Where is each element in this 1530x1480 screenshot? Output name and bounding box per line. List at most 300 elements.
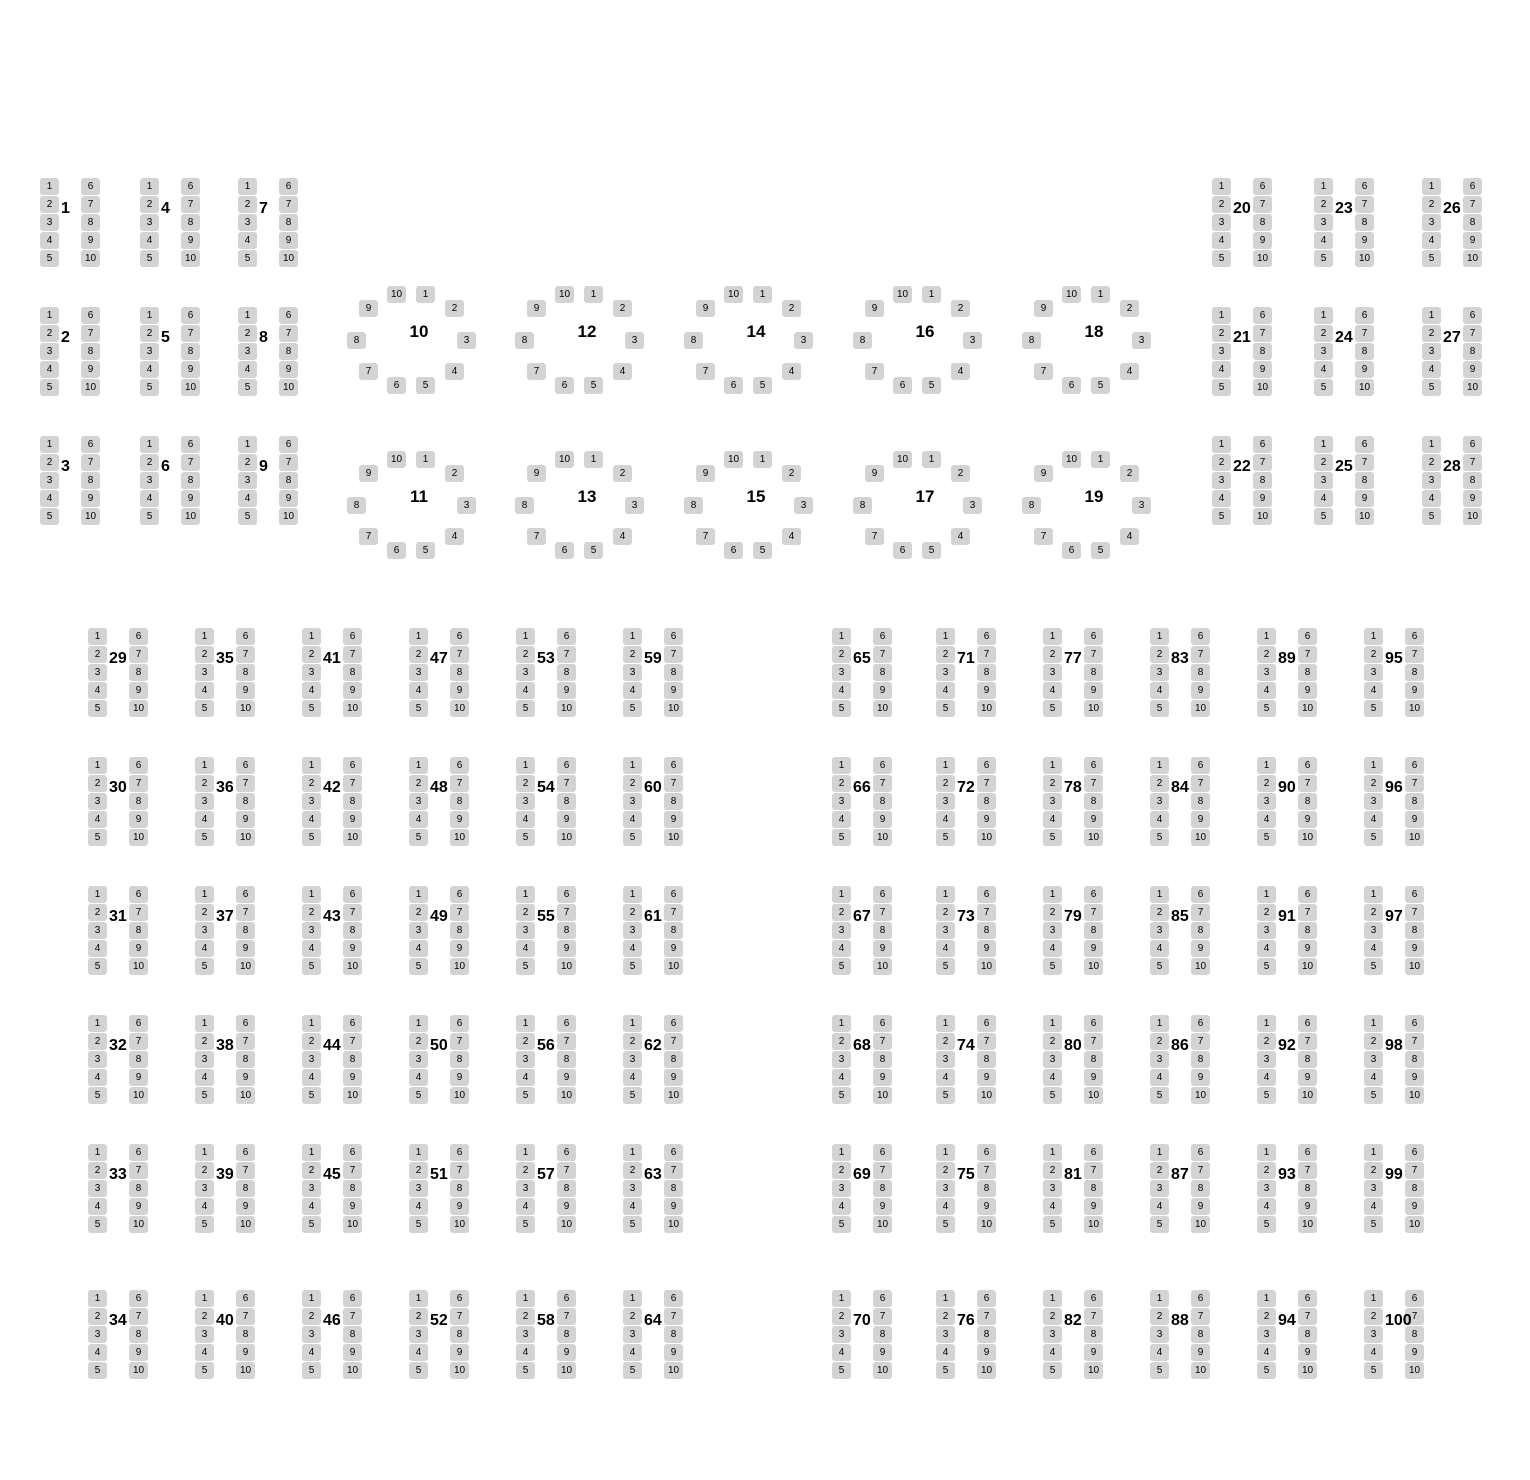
question-group[interactable] xyxy=(1150,886,1210,978)
answer-bubble[interactable]: 4 xyxy=(1212,232,1231,249)
answer-bubble[interactable]: 3 xyxy=(1364,1180,1383,1197)
answer-bubble[interactable]: 3 xyxy=(88,922,107,939)
question-group[interactable] xyxy=(1028,443,1160,556)
answer-bubble[interactable]: 8 xyxy=(664,1051,683,1068)
answer-bubble[interactable]: 7 xyxy=(343,775,362,792)
answer-bubble[interactable]: 2 xyxy=(1150,1162,1169,1179)
answer-bubble[interactable]: 1 xyxy=(922,286,941,303)
answer-bubble[interactable]: 1 xyxy=(302,757,321,774)
answer-bubble[interactable]: 3 xyxy=(1043,664,1062,681)
answer-bubble[interactable]: 5 xyxy=(140,379,159,396)
answer-bubble[interactable]: 6 xyxy=(893,377,912,394)
question-group[interactable] xyxy=(516,1144,576,1236)
answer-bubble[interactable]: 4 xyxy=(1043,682,1062,699)
answer-bubble[interactable]: 3 xyxy=(794,332,813,349)
answer-bubble[interactable]: 6 xyxy=(343,628,362,645)
answer-bubble[interactable]: 10 xyxy=(181,379,200,396)
answer-bubble[interactable]: 9 xyxy=(129,940,148,957)
answer-bubble[interactable]: 4 xyxy=(1257,940,1276,957)
answer-bubble[interactable]: 1 xyxy=(516,628,535,645)
answer-bubble[interactable]: 6 xyxy=(893,542,912,559)
answer-bubble[interactable]: 3 xyxy=(1422,214,1441,231)
answer-bubble[interactable]: 9 xyxy=(664,1344,683,1361)
answer-bubble[interactable]: 6 xyxy=(1253,436,1272,453)
answer-bubble[interactable]: 6 xyxy=(1191,628,1210,645)
answer-bubble[interactable]: 9 xyxy=(279,361,298,378)
answer-bubble[interactable]: 9 xyxy=(1084,811,1103,828)
answer-bubble[interactable]: 2 xyxy=(88,775,107,792)
answer-bubble[interactable]: 7 xyxy=(664,775,683,792)
answer-bubble[interactable]: 2 xyxy=(302,1162,321,1179)
answer-bubble[interactable]: 9 xyxy=(1355,490,1374,507)
answer-bubble[interactable]: 5 xyxy=(1422,508,1441,525)
answer-bubble[interactable]: 4 xyxy=(832,1344,851,1361)
answer-bubble[interactable]: 9 xyxy=(236,811,255,828)
answer-bubble[interactable]: 5 xyxy=(1314,379,1333,396)
question-group[interactable] xyxy=(40,307,100,399)
answer-bubble[interactable]: 3 xyxy=(963,497,982,514)
answer-bubble[interactable]: 3 xyxy=(1422,472,1441,489)
answer-bubble[interactable]: 10 xyxy=(81,379,100,396)
question-group[interactable] xyxy=(1364,886,1424,978)
answer-bubble[interactable]: 8 xyxy=(129,1180,148,1197)
answer-bubble[interactable]: 1 xyxy=(302,1144,321,1161)
question-group[interactable] xyxy=(40,178,100,270)
answer-bubble[interactable]: 8 xyxy=(557,793,576,810)
answer-bubble[interactable]: 4 xyxy=(516,1344,535,1361)
answer-bubble[interactable]: 4 xyxy=(1043,1344,1062,1361)
answer-bubble[interactable]: 8 xyxy=(1463,343,1482,360)
answer-bubble[interactable]: 6 xyxy=(129,1015,148,1032)
answer-bubble[interactable]: 5 xyxy=(409,700,428,717)
answer-bubble[interactable]: 10 xyxy=(1463,250,1482,267)
question-group[interactable] xyxy=(1364,1144,1424,1236)
answer-bubble[interactable]: 10 xyxy=(724,451,743,468)
answer-bubble[interactable]: 6 xyxy=(1084,1015,1103,1032)
answer-bubble[interactable]: 5 xyxy=(516,1362,535,1379)
answer-bubble[interactable]: 6 xyxy=(181,178,200,195)
answer-bubble[interactable]: 10 xyxy=(664,700,683,717)
answer-bubble[interactable]: 2 xyxy=(302,775,321,792)
answer-bubble[interactable]: 8 xyxy=(557,1180,576,1197)
question-group[interactable] xyxy=(1257,1015,1317,1107)
answer-bubble[interactable]: 10 xyxy=(450,829,469,846)
answer-bubble[interactable]: 3 xyxy=(1043,1180,1062,1197)
answer-bubble[interactable]: 8 xyxy=(664,1326,683,1343)
answer-bubble[interactable]: 6 xyxy=(129,886,148,903)
answer-bubble[interactable]: 6 xyxy=(1191,1015,1210,1032)
answer-bubble[interactable]: 6 xyxy=(1298,757,1317,774)
answer-bubble[interactable]: 7 xyxy=(977,646,996,663)
answer-bubble[interactable]: 1 xyxy=(753,286,772,303)
answer-bubble[interactable]: 1 xyxy=(623,1290,642,1307)
answer-bubble[interactable]: 10 xyxy=(1062,451,1081,468)
answer-bubble[interactable]: 2 xyxy=(951,465,970,482)
answer-bubble[interactable]: 10 xyxy=(181,250,200,267)
answer-bubble[interactable]: 1 xyxy=(1257,1144,1276,1161)
answer-bubble[interactable]: 1 xyxy=(302,628,321,645)
answer-bubble[interactable]: 6 xyxy=(129,1290,148,1307)
answer-bubble[interactable]: 8 xyxy=(347,332,366,349)
answer-bubble[interactable]: 2 xyxy=(1043,1162,1062,1179)
answer-bubble[interactable]: 5 xyxy=(922,542,941,559)
answer-bubble[interactable]: 10 xyxy=(977,958,996,975)
answer-bubble[interactable]: 8 xyxy=(977,1180,996,1197)
answer-bubble[interactable]: 2 xyxy=(88,646,107,663)
answer-bubble[interactable]: 9 xyxy=(1463,232,1482,249)
answer-bubble[interactable]: 1 xyxy=(623,1015,642,1032)
answer-bubble[interactable]: 2 xyxy=(832,775,851,792)
answer-bubble[interactable]: 3 xyxy=(1043,793,1062,810)
answer-bubble[interactable]: 3 xyxy=(1364,922,1383,939)
answer-bubble[interactable]: 4 xyxy=(1120,528,1139,545)
answer-bubble[interactable]: 5 xyxy=(302,1362,321,1379)
answer-bubble[interactable]: 6 xyxy=(450,1015,469,1032)
answer-bubble[interactable]: 1 xyxy=(195,757,214,774)
answer-bubble[interactable]: 6 xyxy=(236,1290,255,1307)
answer-bubble[interactable]: 8 xyxy=(977,1051,996,1068)
answer-bubble[interactable]: 4 xyxy=(1422,361,1441,378)
answer-bubble[interactable]: 4 xyxy=(936,1198,955,1215)
answer-bubble[interactable]: 4 xyxy=(516,811,535,828)
answer-bubble[interactable]: 7 xyxy=(1355,196,1374,213)
question-group[interactable] xyxy=(302,1144,362,1236)
question-group[interactable] xyxy=(140,307,200,399)
question-group[interactable] xyxy=(859,443,991,556)
answer-bubble[interactable]: 2 xyxy=(40,325,59,342)
answer-bubble[interactable]: 8 xyxy=(450,1326,469,1343)
question-group[interactable] xyxy=(302,886,362,978)
question-group[interactable] xyxy=(623,886,683,978)
question-group[interactable] xyxy=(302,757,362,849)
answer-bubble[interactable]: 7 xyxy=(129,1308,148,1325)
answer-bubble[interactable]: 4 xyxy=(623,1069,642,1086)
answer-bubble[interactable]: 3 xyxy=(832,793,851,810)
answer-bubble[interactable]: 9 xyxy=(1084,1198,1103,1215)
answer-bubble[interactable]: 5 xyxy=(1364,700,1383,717)
answer-bubble[interactable]: 3 xyxy=(195,664,214,681)
answer-bubble[interactable]: 8 xyxy=(873,1051,892,1068)
answer-bubble[interactable]: 5 xyxy=(409,1362,428,1379)
answer-bubble[interactable]: 8 xyxy=(450,922,469,939)
answer-bubble[interactable]: 10 xyxy=(1191,1087,1210,1104)
answer-bubble[interactable]: 6 xyxy=(873,886,892,903)
answer-bubble[interactable]: 2 xyxy=(936,775,955,792)
answer-bubble[interactable]: 1 xyxy=(40,436,59,453)
answer-bubble[interactable]: 7 xyxy=(129,1033,148,1050)
answer-bubble[interactable]: 10 xyxy=(1191,1216,1210,1233)
answer-bubble[interactable]: 1 xyxy=(140,307,159,324)
answer-bubble[interactable]: 4 xyxy=(1150,1198,1169,1215)
answer-bubble[interactable]: 4 xyxy=(302,1069,321,1086)
answer-bubble[interactable]: 5 xyxy=(1043,700,1062,717)
answer-bubble[interactable]: 6 xyxy=(977,1290,996,1307)
answer-bubble[interactable]: 2 xyxy=(832,646,851,663)
answer-bubble[interactable]: 8 xyxy=(343,922,362,939)
answer-bubble[interactable]: 1 xyxy=(409,1290,428,1307)
answer-bubble[interactable]: 7 xyxy=(81,196,100,213)
answer-bubble[interactable]: 5 xyxy=(1364,958,1383,975)
answer-bubble[interactable]: 2 xyxy=(516,904,535,921)
answer-bubble[interactable]: 6 xyxy=(1355,178,1374,195)
answer-bubble[interactable]: 3 xyxy=(1150,793,1169,810)
answer-bubble[interactable]: 2 xyxy=(238,454,257,471)
answer-bubble[interactable]: 3 xyxy=(1257,922,1276,939)
question-group[interactable] xyxy=(832,1290,892,1382)
answer-bubble[interactable]: 2 xyxy=(409,775,428,792)
answer-bubble[interactable]: 2 xyxy=(88,1162,107,1179)
answer-bubble[interactable]: 1 xyxy=(409,886,428,903)
question-group[interactable] xyxy=(238,436,298,528)
answer-bubble[interactable]: 2 xyxy=(1257,904,1276,921)
answer-bubble[interactable]: 6 xyxy=(279,307,298,324)
answer-bubble[interactable]: 7 xyxy=(1084,1308,1103,1325)
answer-bubble[interactable]: 2 xyxy=(88,904,107,921)
answer-bubble[interactable]: 7 xyxy=(343,904,362,921)
answer-bubble[interactable]: 10 xyxy=(387,286,406,303)
question-group[interactable] xyxy=(936,1144,996,1236)
answer-bubble[interactable]: 8 xyxy=(1405,664,1424,681)
answer-bubble[interactable]: 4 xyxy=(409,811,428,828)
answer-bubble[interactable]: 10 xyxy=(236,1087,255,1104)
answer-bubble[interactable]: 1 xyxy=(302,1015,321,1032)
question-group[interactable] xyxy=(353,278,485,391)
answer-bubble[interactable]: 8 xyxy=(557,664,576,681)
answer-bubble[interactable]: 2 xyxy=(936,904,955,921)
answer-bubble[interactable]: 6 xyxy=(81,307,100,324)
answer-bubble[interactable]: 5 xyxy=(1364,1087,1383,1104)
answer-bubble[interactable]: 9 xyxy=(557,1069,576,1086)
answer-bubble[interactable]: 5 xyxy=(1422,250,1441,267)
question-group[interactable] xyxy=(195,1144,255,1236)
answer-bubble[interactable]: 3 xyxy=(794,497,813,514)
answer-bubble[interactable]: 7 xyxy=(81,454,100,471)
answer-bubble[interactable]: 1 xyxy=(516,1290,535,1307)
answer-bubble[interactable]: 4 xyxy=(1257,1069,1276,1086)
question-group[interactable] xyxy=(1043,1290,1103,1382)
answer-bubble[interactable]: 4 xyxy=(1314,490,1333,507)
answer-bubble[interactable]: 8 xyxy=(236,664,255,681)
answer-bubble[interactable]: 6 xyxy=(555,542,574,559)
answer-bubble[interactable]: 9 xyxy=(1298,682,1317,699)
answer-bubble[interactable]: 9 xyxy=(557,682,576,699)
question-group[interactable] xyxy=(302,1290,362,1382)
answer-bubble[interactable]: 4 xyxy=(409,1069,428,1086)
answer-bubble[interactable]: 2 xyxy=(623,1162,642,1179)
answer-bubble[interactable]: 1 xyxy=(88,628,107,645)
answer-bubble[interactable]: 10 xyxy=(873,829,892,846)
answer-bubble[interactable]: 4 xyxy=(445,528,464,545)
answer-bubble[interactable]: 4 xyxy=(40,361,59,378)
answer-bubble[interactable]: 10 xyxy=(1253,508,1272,525)
answer-bubble[interactable]: 3 xyxy=(409,1180,428,1197)
answer-bubble[interactable]: 8 xyxy=(1191,1051,1210,1068)
answer-bubble[interactable]: 4 xyxy=(195,1344,214,1361)
answer-bubble[interactable]: 7 xyxy=(129,904,148,921)
question-group[interactable] xyxy=(409,757,469,849)
answer-bubble[interactable]: 4 xyxy=(140,361,159,378)
answer-bubble[interactable]: 9 xyxy=(450,682,469,699)
answer-bubble[interactable]: 6 xyxy=(129,1144,148,1161)
answer-bubble[interactable]: 5 xyxy=(140,508,159,525)
answer-bubble[interactable]: 8 xyxy=(1253,343,1272,360)
answer-bubble[interactable]: 6 xyxy=(664,1144,683,1161)
answer-bubble[interactable]: 10 xyxy=(343,958,362,975)
answer-bubble[interactable]: 2 xyxy=(1364,1162,1383,1179)
answer-bubble[interactable]: 3 xyxy=(1364,664,1383,681)
answer-bubble[interactable]: 10 xyxy=(1062,286,1081,303)
answer-bubble[interactable]: 6 xyxy=(236,1015,255,1032)
answer-bubble[interactable]: 8 xyxy=(181,472,200,489)
answer-bubble[interactable]: 3 xyxy=(1212,472,1231,489)
answer-bubble[interactable]: 2 xyxy=(445,300,464,317)
question-group[interactable] xyxy=(1043,886,1103,978)
answer-bubble[interactable]: 2 xyxy=(1043,1308,1062,1325)
answer-bubble[interactable]: 9 xyxy=(359,300,378,317)
answer-bubble[interactable]: 7 xyxy=(527,528,546,545)
answer-bubble[interactable]: 7 xyxy=(129,775,148,792)
answer-bubble[interactable]: 7 xyxy=(1084,775,1103,792)
answer-bubble[interactable]: 8 xyxy=(1191,922,1210,939)
question-group[interactable] xyxy=(140,436,200,528)
answer-bubble[interactable]: 5 xyxy=(1212,508,1231,525)
answer-bubble[interactable]: 10 xyxy=(1463,508,1482,525)
answer-bubble[interactable]: 9 xyxy=(873,811,892,828)
answer-bubble[interactable]: 3 xyxy=(88,1180,107,1197)
answer-bubble[interactable]: 5 xyxy=(1150,958,1169,975)
answer-bubble[interactable]: 7 xyxy=(279,325,298,342)
answer-bubble[interactable]: 6 xyxy=(1405,1015,1424,1032)
answer-bubble[interactable]: 7 xyxy=(236,775,255,792)
answer-bubble[interactable]: 6 xyxy=(1084,1144,1103,1161)
answer-bubble[interactable]: 4 xyxy=(195,1198,214,1215)
answer-bubble[interactable]: 2 xyxy=(195,1162,214,1179)
answer-bubble[interactable]: 8 xyxy=(515,497,534,514)
answer-bubble[interactable]: 1 xyxy=(584,286,603,303)
answer-bubble[interactable]: 4 xyxy=(409,940,428,957)
answer-bubble[interactable]: 1 xyxy=(1314,178,1333,195)
answer-bubble[interactable]: 7 xyxy=(450,646,469,663)
answer-bubble[interactable]: 3 xyxy=(40,214,59,231)
answer-bubble[interactable]: 10 xyxy=(1405,1087,1424,1104)
answer-bubble[interactable]: 10 xyxy=(279,508,298,525)
question-group[interactable] xyxy=(1028,278,1160,391)
answer-bubble[interactable]: 5 xyxy=(832,829,851,846)
answer-bubble[interactable]: 6 xyxy=(343,757,362,774)
answer-bubble[interactable]: 10 xyxy=(81,250,100,267)
answer-bubble[interactable]: 10 xyxy=(236,958,255,975)
answer-bubble[interactable]: 4 xyxy=(1364,940,1383,957)
answer-bubble[interactable]: 4 xyxy=(1150,940,1169,957)
answer-bubble[interactable]: 9 xyxy=(1405,1344,1424,1361)
answer-bubble[interactable]: 6 xyxy=(1191,757,1210,774)
answer-bubble[interactable]: 4 xyxy=(195,682,214,699)
answer-bubble[interactable]: 10 xyxy=(664,1216,683,1233)
answer-bubble[interactable]: 3 xyxy=(1257,1180,1276,1197)
question-group[interactable] xyxy=(409,1290,469,1382)
answer-bubble[interactable]: 3 xyxy=(936,664,955,681)
answer-bubble[interactable]: 9 xyxy=(1191,1198,1210,1215)
answer-bubble[interactable]: 5 xyxy=(1314,250,1333,267)
answer-bubble[interactable]: 1 xyxy=(936,1015,955,1032)
answer-bubble[interactable]: 7 xyxy=(450,904,469,921)
answer-bubble[interactable]: 3 xyxy=(302,664,321,681)
answer-bubble[interactable]: 3 xyxy=(1150,1051,1169,1068)
answer-bubble[interactable]: 1 xyxy=(832,1144,851,1161)
answer-bubble[interactable]: 5 xyxy=(832,1216,851,1233)
answer-bubble[interactable]: 5 xyxy=(1257,1087,1276,1104)
answer-bubble[interactable]: 1 xyxy=(302,886,321,903)
answer-bubble[interactable]: 8 xyxy=(664,793,683,810)
question-group[interactable] xyxy=(521,443,653,556)
answer-bubble[interactable]: 5 xyxy=(238,250,257,267)
answer-bubble[interactable]: 9 xyxy=(129,682,148,699)
answer-bubble[interactable]: 10 xyxy=(664,958,683,975)
answer-bubble[interactable]: 4 xyxy=(832,811,851,828)
answer-bubble[interactable]: 8 xyxy=(873,922,892,939)
answer-bubble[interactable]: 3 xyxy=(409,793,428,810)
answer-bubble[interactable]: 8 xyxy=(664,664,683,681)
answer-bubble[interactable]: 9 xyxy=(557,1198,576,1215)
answer-bubble[interactable]: 6 xyxy=(343,1290,362,1307)
answer-bubble[interactable]: 5 xyxy=(936,829,955,846)
answer-bubble[interactable]: 5 xyxy=(1150,829,1169,846)
answer-bubble[interactable]: 4 xyxy=(1364,1069,1383,1086)
question-group[interactable] xyxy=(832,886,892,978)
question-group[interactable] xyxy=(195,757,255,849)
answer-bubble[interactable]: 5 xyxy=(416,542,435,559)
answer-bubble[interactable]: 2 xyxy=(832,1308,851,1325)
answer-bubble[interactable]: 4 xyxy=(782,528,801,545)
answer-bubble[interactable]: 5 xyxy=(832,700,851,717)
answer-bubble[interactable]: 5 xyxy=(623,829,642,846)
answer-bubble[interactable]: 3 xyxy=(140,472,159,489)
question-group[interactable] xyxy=(40,436,100,528)
answer-bubble[interactable]: 7 xyxy=(81,325,100,342)
answer-bubble[interactable]: 6 xyxy=(557,886,576,903)
answer-bubble[interactable]: 6 xyxy=(450,1290,469,1307)
answer-bubble[interactable]: 4 xyxy=(1257,682,1276,699)
answer-bubble[interactable]: 7 xyxy=(865,528,884,545)
answer-bubble[interactable]: 2 xyxy=(516,1308,535,1325)
answer-bubble[interactable]: 9 xyxy=(236,940,255,957)
answer-bubble[interactable]: 5 xyxy=(1150,1087,1169,1104)
answer-bubble[interactable]: 2 xyxy=(1314,196,1333,213)
question-group[interactable] xyxy=(409,1015,469,1107)
answer-bubble[interactable]: 6 xyxy=(1191,886,1210,903)
answer-bubble[interactable]: 7 xyxy=(1084,904,1103,921)
answer-bubble[interactable]: 5 xyxy=(623,1087,642,1104)
answer-bubble[interactable]: 8 xyxy=(279,214,298,231)
answer-bubble[interactable]: 7 xyxy=(696,363,715,380)
answer-bubble[interactable]: 6 xyxy=(664,757,683,774)
question-group[interactable] xyxy=(1314,436,1374,528)
answer-bubble[interactable]: 1 xyxy=(1212,307,1231,324)
answer-bubble[interactable]: 5 xyxy=(1150,1362,1169,1379)
answer-bubble[interactable]: 7 xyxy=(236,1308,255,1325)
answer-bubble[interactable]: 1 xyxy=(88,757,107,774)
answer-bubble[interactable]: 9 xyxy=(1084,682,1103,699)
answer-bubble[interactable]: 4 xyxy=(936,811,955,828)
answer-bubble[interactable]: 4 xyxy=(951,363,970,380)
answer-bubble[interactable]: 5 xyxy=(1212,250,1231,267)
answer-bubble[interactable]: 3 xyxy=(516,922,535,939)
answer-bubble[interactable]: 9 xyxy=(1253,361,1272,378)
answer-bubble[interactable]: 5 xyxy=(832,1362,851,1379)
answer-bubble[interactable]: 7 xyxy=(527,363,546,380)
answer-bubble[interactable]: 5 xyxy=(1043,829,1062,846)
answer-bubble[interactable]: 6 xyxy=(977,757,996,774)
